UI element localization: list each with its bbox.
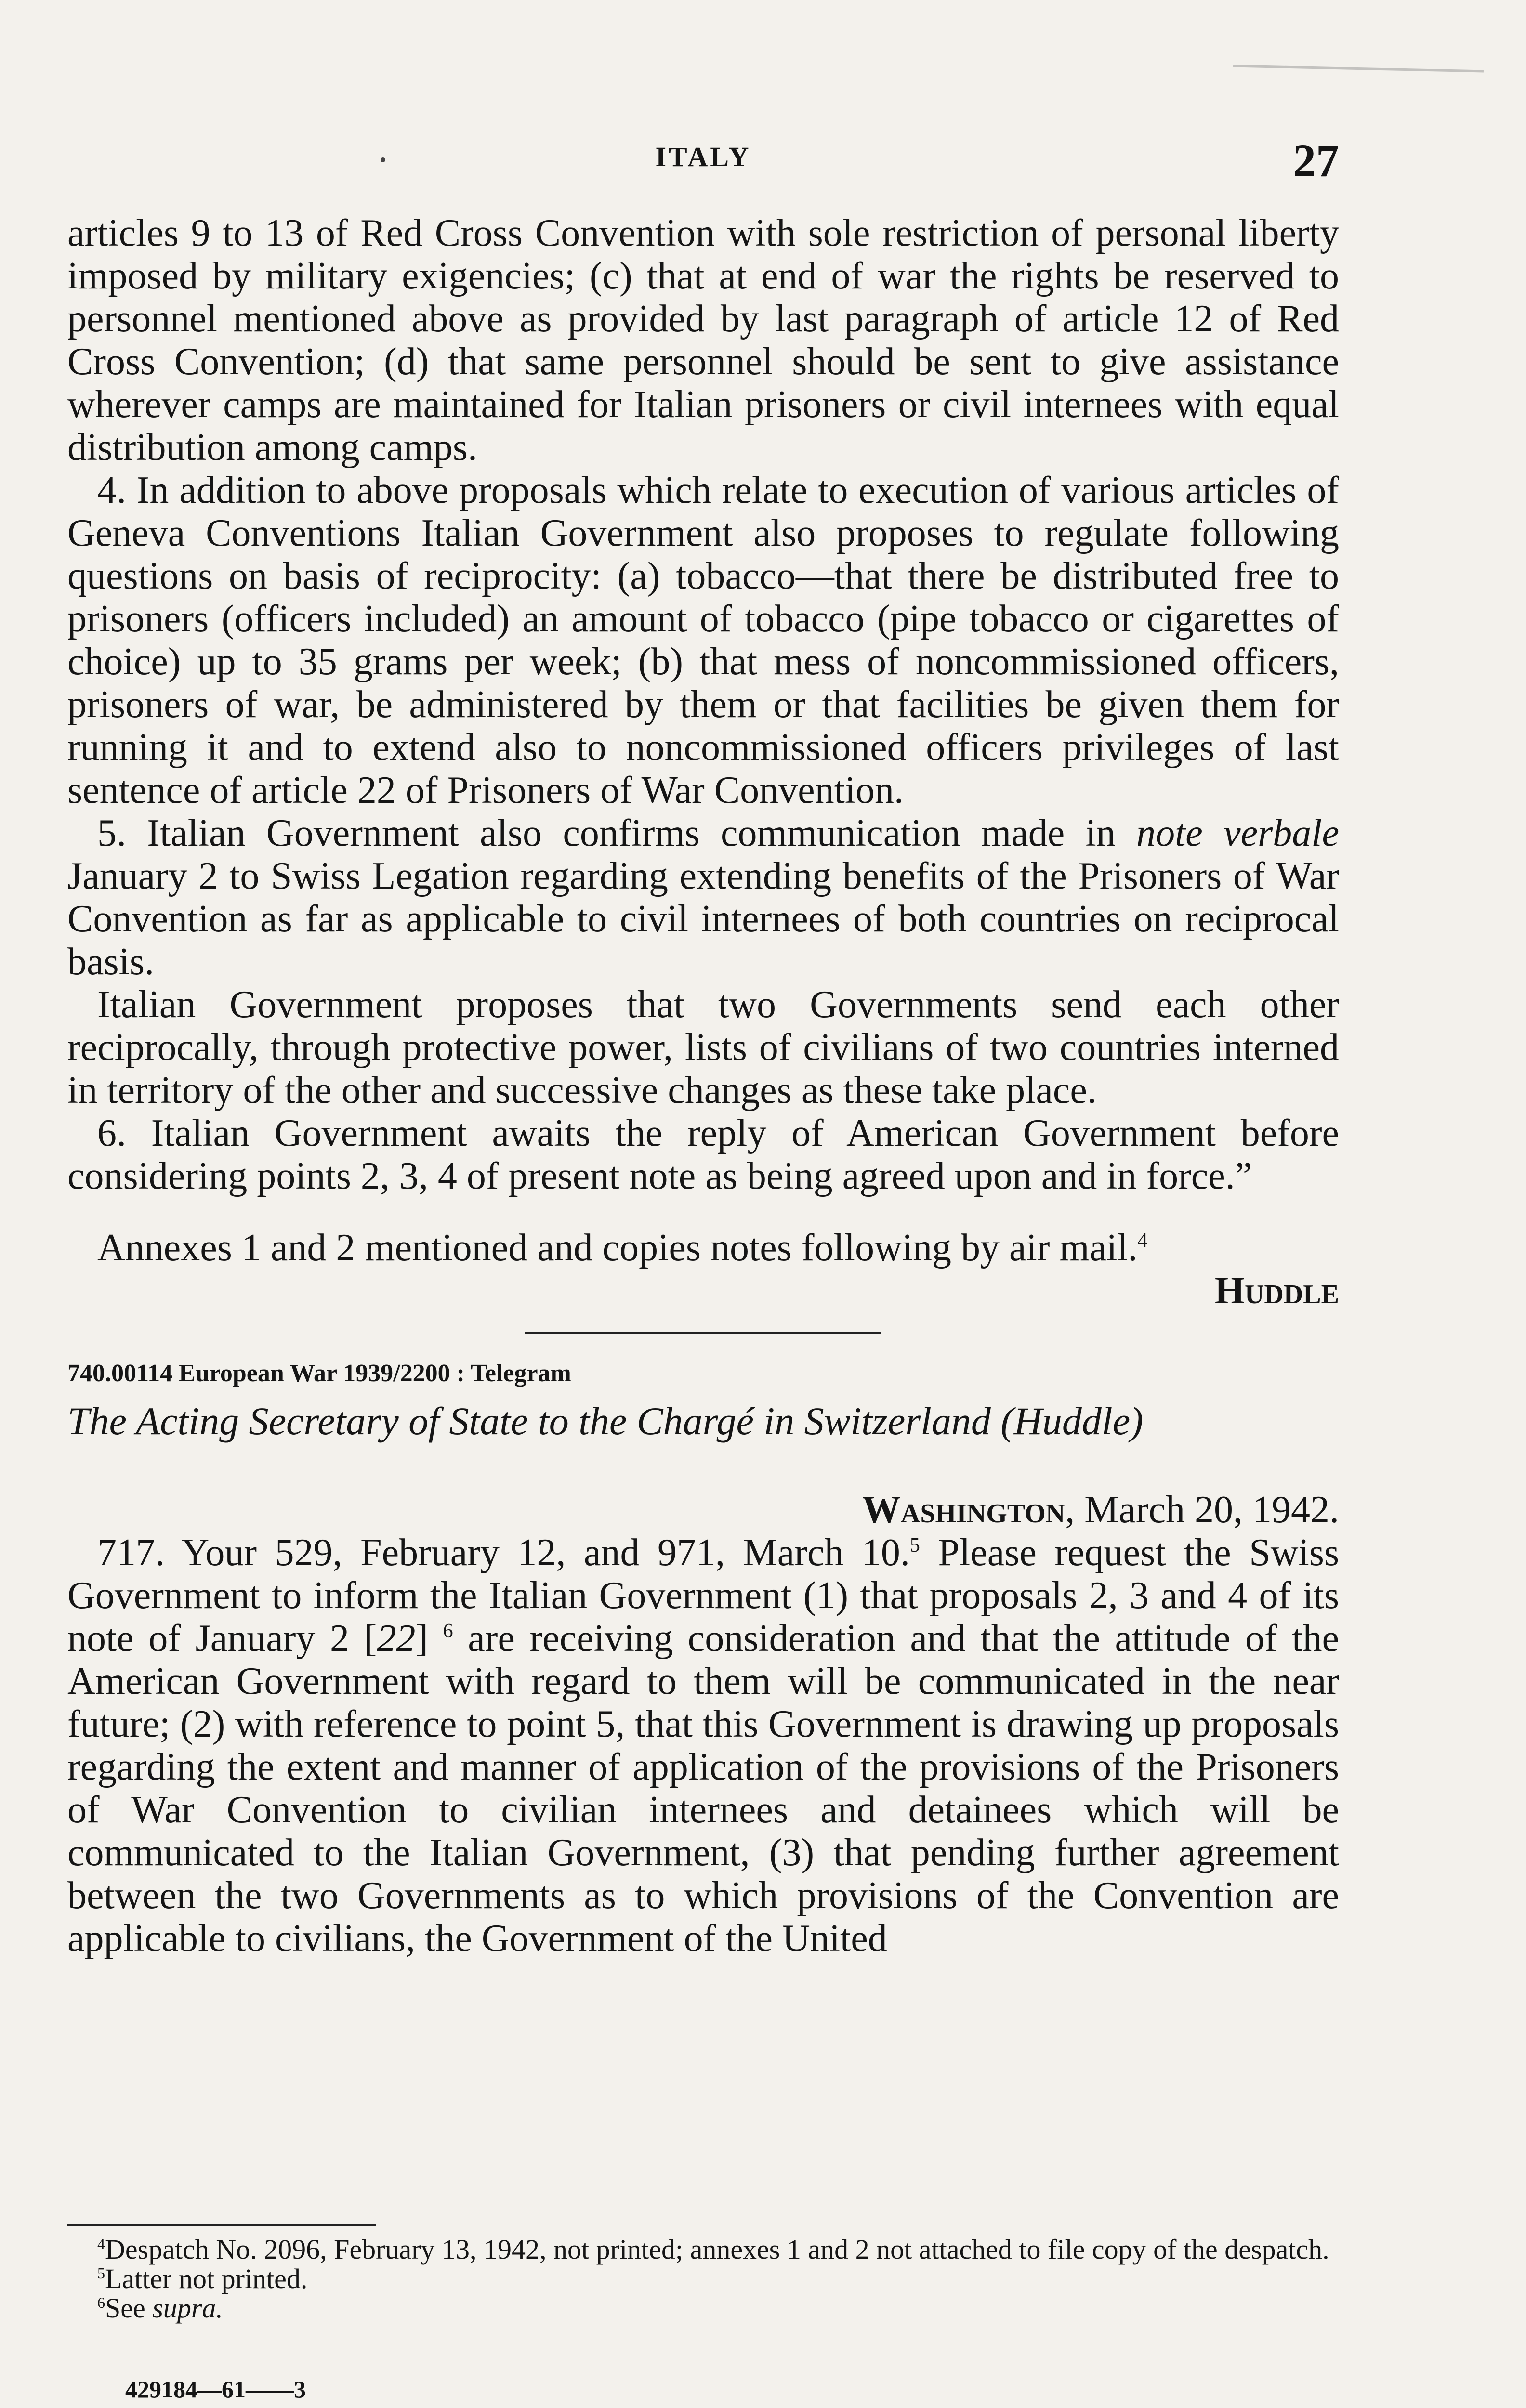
footnote-ref-6: 6 — [443, 1620, 453, 1642]
telegram-text: Please request the Swiss Government to inform the Italian Government (1) that proposals 2, 3 and 4 of its note of January 2 [ — [67, 1531, 1339, 1660]
file-reference: 740.00114 European War 1939/2200 : Telegram — [67, 1360, 571, 1387]
paragraph-continuation: articles 9 to 13 of Red Cross Convention with sole restriction of personal liberty imposed by military exigencies; (c) that at end of war the rights be reserved to personnel mentioned above as provided by last paragraph of article 12 of Red Cross Convention; (d) that same personnel should be sent to give assistance wherever camps are maintained for Italian prisoners or civil internees with equal distribution among camps. — [67, 212, 1339, 469]
footnote-4 — [67, 2235, 1339, 2264]
footnote-ref-5: 5 — [909, 1534, 920, 1557]
print-code: 429184—61——3 — [125, 2376, 306, 2403]
point-5-text-end: January 2 to Swiss Legation regarding extending benefits of the Prisoners of War Convention as far as applicable to civil internees of both countries on reciprocal basis. — [67, 855, 1339, 983]
note-verbale-term: note verbale — [1136, 812, 1339, 854]
body-text — [67, 212, 1339, 1960]
point-5-text: 5. Italian Government also confirms communication made in — [97, 812, 1137, 854]
document-title: The Acting Secretary of State to the Chargé in Switzerland (Huddle) — [67, 1399, 1144, 1443]
footnote-mark: 5 — [97, 2264, 105, 2282]
dateline-date: , March 20, 1942. — [1065, 1489, 1339, 1531]
running-head: ITALY — [655, 141, 751, 172]
footnotes — [67, 2235, 1339, 2323]
footnote-ref-4: 4 — [1137, 1230, 1148, 1252]
footnote-text: Latter not printed. — [105, 2263, 308, 2294]
footnote-mark: 6 — [97, 2294, 105, 2311]
paragraph-point-5 — [67, 812, 1339, 983]
telegram-body — [67, 1531, 1339, 1960]
annex-text: Annexes 1 and 2 mentioned and copies notes following by air mail. — [97, 1227, 1138, 1269]
dateline-place: Washington — [862, 1489, 1066, 1531]
paragraph-point-4: 4. In addition to above proposals which relate to execution of various articles of Geneva Conventions Italian Government also proposes to regulate following questions on basis of reciprocity: (a) tobacco—that there be distributed free to prisoners (officers included) an amount of tobacco (pipe tobacco or cigarettes of choice) up to 35 grams per week; (b) that mess of noncommissioned officers, prisoners of war, be administered by them or that facilities be given them for running it and to extend also to noncommissioned officers privileges of last sentence of article 22 of Prisoners of War Convention. — [67, 469, 1339, 811]
section-divider — [525, 1332, 881, 1334]
bracketed-date: 22 — [377, 1617, 416, 1660]
paragraph-lists-proposal: Italian Government proposes that two Governments send each other reciprocally, through protective power, lists of civilians of two countries interned in territory of the other and successive changes as these take place. — [67, 983, 1339, 1112]
dateline — [67, 1489, 1339, 1531]
paragraph-point-6: 6. Italian Government awaits the reply of American Government before considering points 2, 3, 4 of present note as being agreed upon and in force.” — [67, 1112, 1339, 1197]
signature: Huddle — [1214, 1269, 1339, 1312]
telegram-text-end: are receiving consideration and that the attitude of the American Government with regard to them will be communicated in the near future; (2) with reference to point 5, that this Government is drawing up proposals regarding the extent and manner of application of the provisions of the Prisoners of War Convention to civilian internees and detainees which will be communicated to the Italian Government, (3) that pending further agreement between the two Governments as to which provisions of the Convention are applicable to civilians, the Government of the United — [67, 1617, 1340, 1960]
page-header — [67, 134, 1339, 187]
telegram-number: 717. Your 529, February 12, and 971, March 10. — [97, 1531, 910, 1574]
annex-note — [67, 1227, 1339, 1269]
footnote-5 — [67, 2264, 1339, 2293]
footnote-text: Despatch No. 2096, February 13, 1942, not printed; annexes 1 and 2 not attached to file copy of the despatch. — [105, 2234, 1329, 2265]
footnote-6 — [67, 2293, 1339, 2323]
page-number: 27 — [1293, 135, 1339, 186]
footnote-italic: supra. — [152, 2292, 223, 2324]
footnote-divider — [67, 2224, 376, 2226]
footnote-text: See — [105, 2292, 153, 2324]
bracket-close: ] — [415, 1617, 428, 1660]
scan-artifact — [1233, 65, 1484, 73]
footnote-mark: 4 — [97, 2235, 105, 2252]
